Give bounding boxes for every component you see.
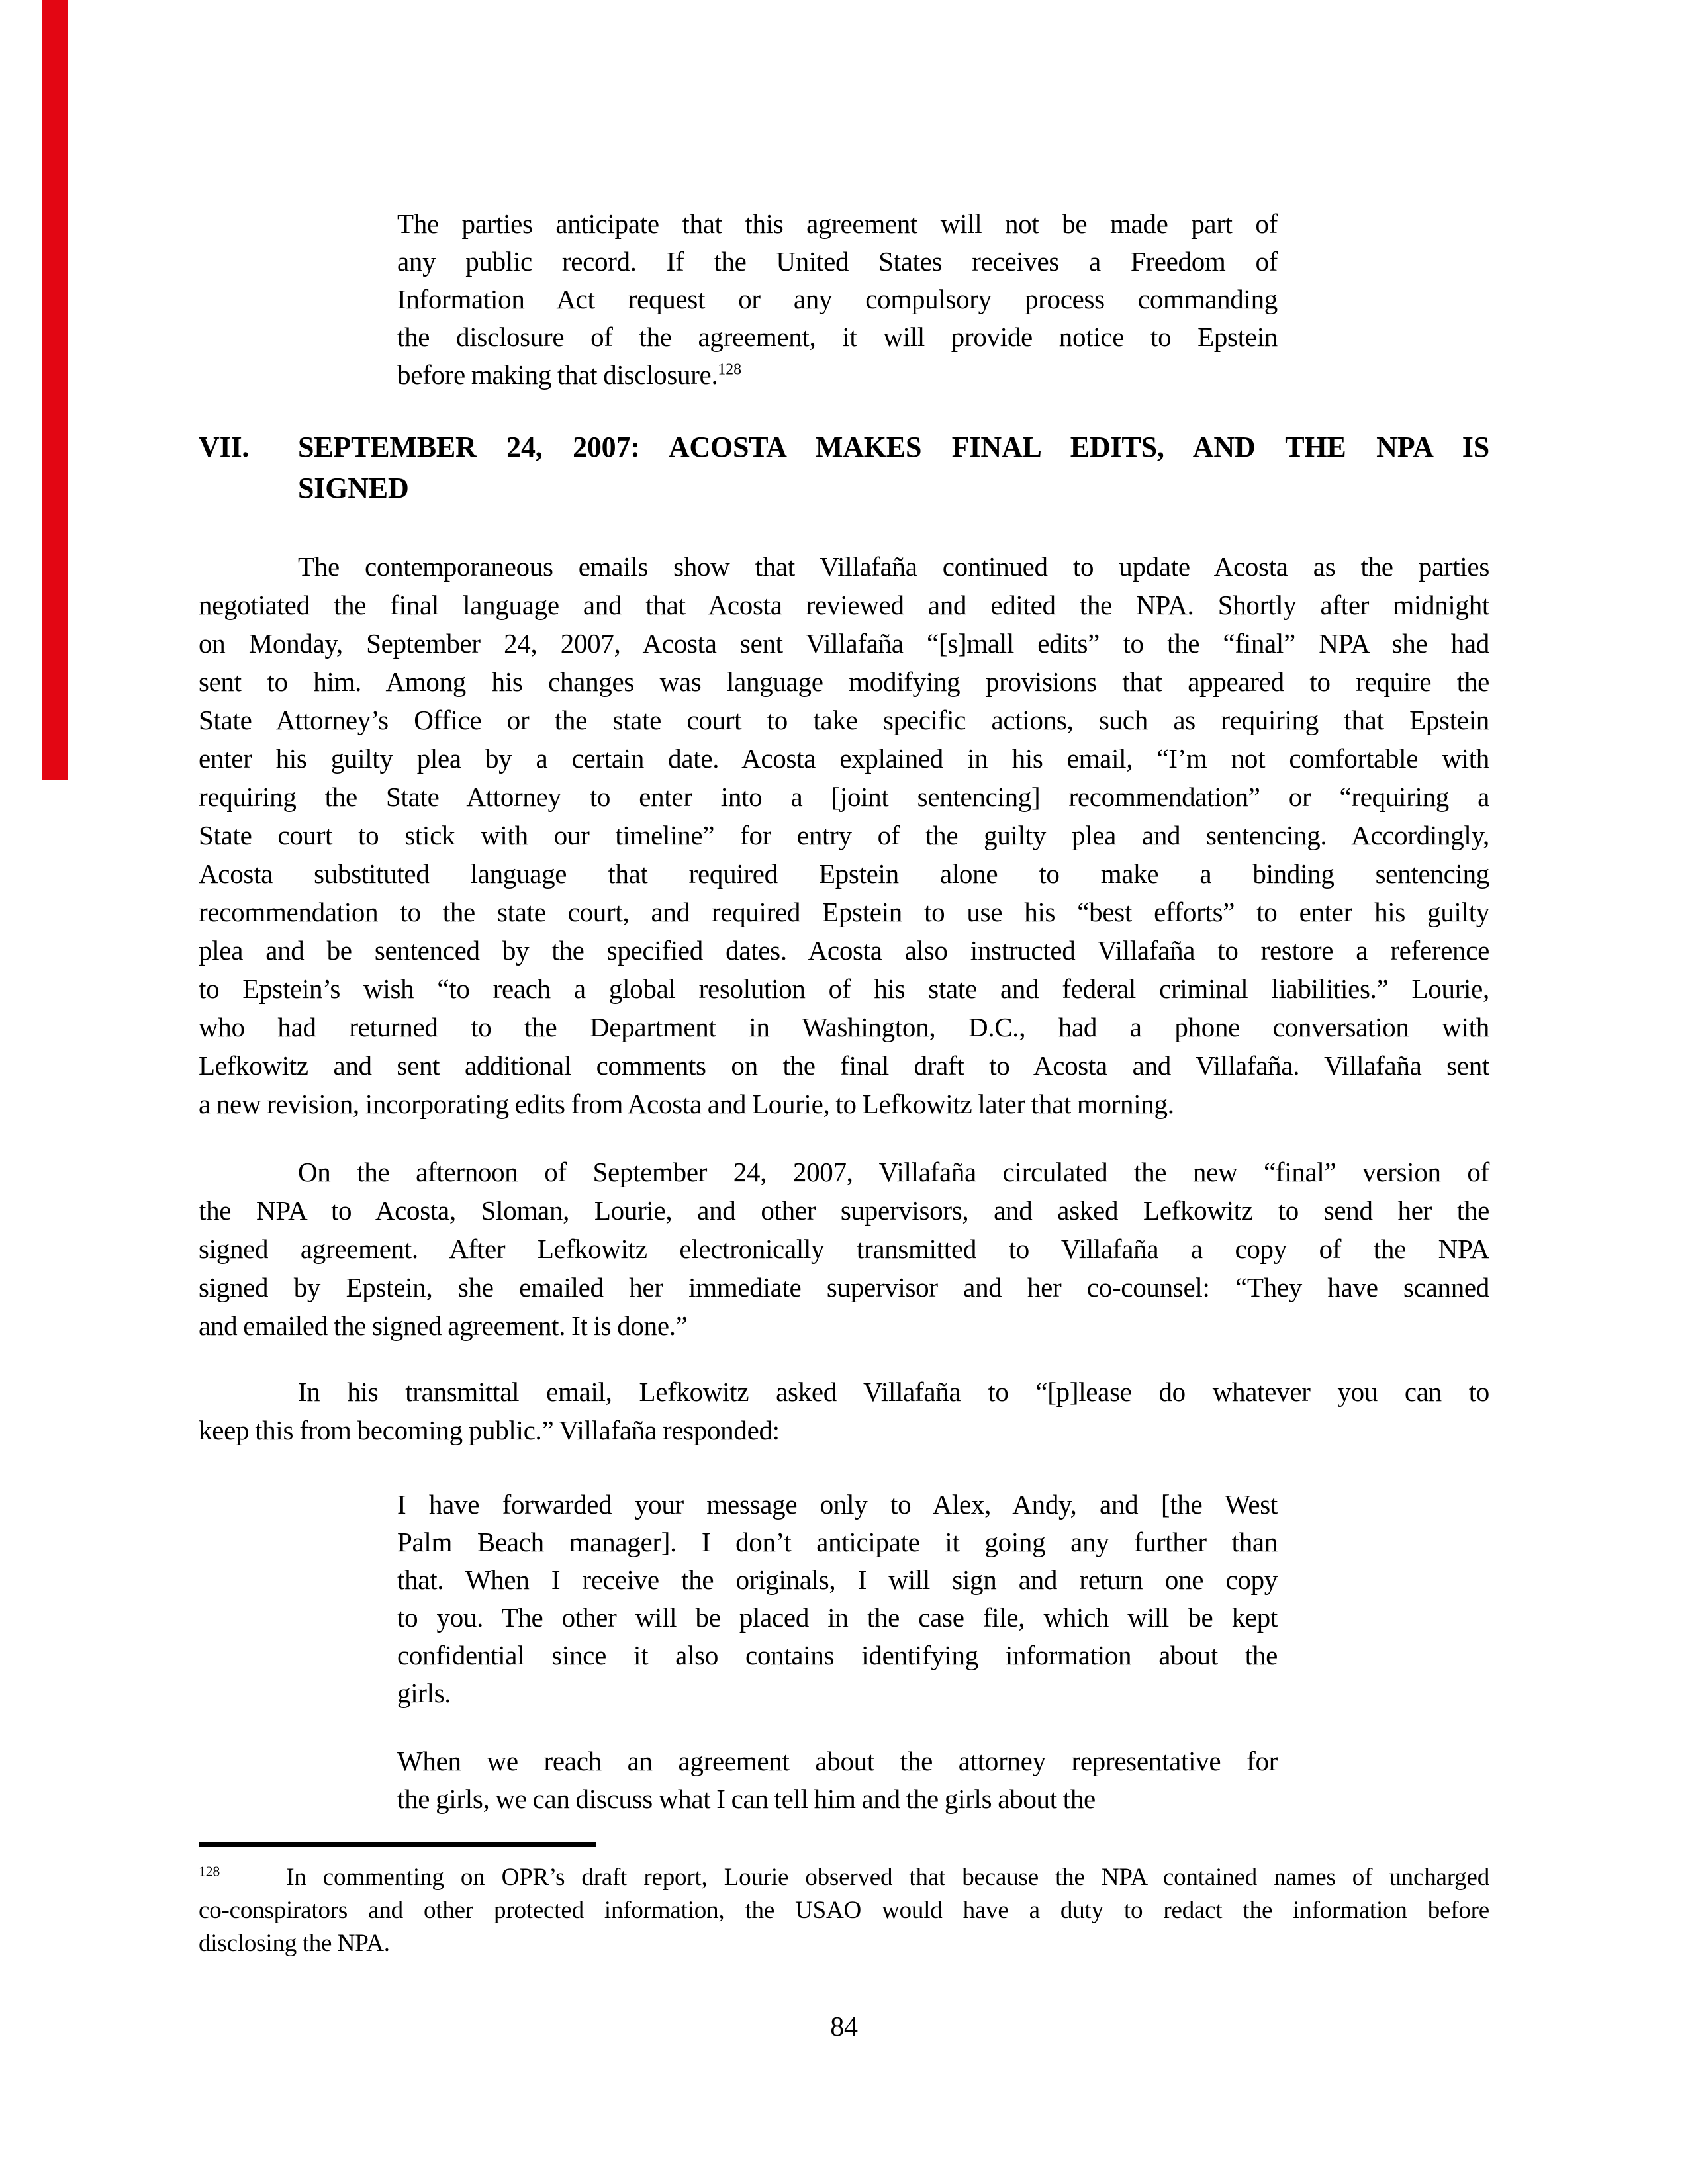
text-line: sent to him. Among his changes was language modifying provisions that appeared to require the <box>199 666 1489 697</box>
response-quote-block <box>397 1486 1278 1818</box>
text-line: keep this from becoming public.” Villafaña responded: <box>199 1415 780 1445</box>
paragraph-3 <box>199 1373 1489 1449</box>
npa-quote-block <box>397 205 1278 394</box>
text-line: plea and be sentenced by the specified dates. Acosta also instructed Villafaña to restore a reference <box>199 935 1489 966</box>
text-line: signed by Epstein, she emailed her immediate supervisor and her co-counsel: “They have scanned <box>199 1272 1489 1302</box>
footnote <box>199 1861 1489 1960</box>
text-line: When we reach an agreement about the attorney representative for <box>397 1746 1278 1776</box>
paragraph-2 <box>199 1153 1489 1345</box>
text-line: the girls, we can discuss what I can tell him and the girls about the <box>397 1784 1096 1814</box>
text-line: disclosing the NPA. <box>199 1930 390 1957</box>
text-line: Lefkowitz and sent additional comments on the final draft to Acosta and Villafaña. Villafaña sent <box>199 1050 1489 1081</box>
text-line: The parties anticipate that this agreement will not be made part of <box>397 208 1278 239</box>
text-line: the disclosure of the agreement, it will provide notice to Epstein <box>397 322 1278 352</box>
text-line: negotiated the final language and that Acosta reviewed and edited the NPA. Shortly after midnight <box>199 590 1489 620</box>
text-line: on Monday, September 24, 2007, Acosta sent Villafaña “[s]mall edits” to the “final” NPA she had <box>199 628 1489 659</box>
section-title <box>298 427 1489 509</box>
text-line: signed agreement. After Lefkowitz electronically transmitted to Villafaña a copy of the NPA <box>199 1234 1489 1264</box>
footnote-marker-128: 128 <box>199 1863 220 1880</box>
text-line: who had returned to the Department in Washington, D.C., had a phone conversation with <box>199 1012 1489 1042</box>
response-quote-paragraph-2 <box>397 1743 1278 1818</box>
text-line: that. When I receive the originals, I will sign and return one copy <box>397 1565 1278 1595</box>
section-number: VII. <box>199 431 250 463</box>
text-line: requiring the State Attorney to enter into a [joint sentencing] recommendation” or “requiring a <box>199 782 1489 812</box>
text-line: State court to stick with our timeline” for entry of the guilty plea and sentencing. Accordingly, <box>199 820 1489 850</box>
text-line: On the afternoon of September 24, 2007, Villafaña circulated the new “final” version of <box>298 1157 1489 1187</box>
text-line: The contemporaneous emails show that Villafaña continued to update Acosta as the parties <box>298 551 1489 582</box>
text-line: enter his guilty plea by a certain date. Acosta explained in his email, “I’m not comfortable with <box>199 743 1489 774</box>
footnote-separator-rule <box>199 1842 596 1847</box>
text-line: State Attorney’s Office or the state court to take specific actions, such as requiring that Epstein <box>199 705 1489 735</box>
section-heading <box>199 427 1489 509</box>
text-line: girls. <box>397 1678 451 1708</box>
text-line: any public record. If the United States receives a Freedom of <box>397 246 1278 277</box>
footnote-ref-128: 128 <box>718 361 742 379</box>
response-quote-paragraph-1 <box>397 1486 1278 1712</box>
text-line: to Epstein’s wish “to reach a global resolution of his state and federal criminal liabilities.” Lourie, <box>199 974 1489 1004</box>
text-line: Palm Beach manager]. I don’t anticipate it going any further than <box>397 1527 1278 1557</box>
paragraph-1 <box>199 547 1489 1123</box>
text-line: to you. The other will be placed in the case file, which will be kept <box>397 1602 1278 1633</box>
text-line: In his transmittal email, Lefkowitz asked Villafaña to “[p]lease do whatever you can to <box>298 1377 1489 1407</box>
text-line: I have forwarded your message only to Alex, Andy, and [the West <box>397 1489 1278 1520</box>
text-line: co-conspirators and other protected information, the USAO would have a duty to redact the information before <box>199 1897 1489 1924</box>
text-line: the NPA to Acosta, Sloman, Lourie, and other supervisors, and asked Lefkowitz to send her the <box>199 1195 1489 1226</box>
text-line: $^{128}$ In commenting on OPR’s draft report, Lourie observed that because the NPA contained names of uncharged <box>199 1863 1489 1891</box>
text-line: recommendation to the state court, and required Epstein to use his “best efforts” to enter his guilty <box>199 897 1489 927</box>
text-line: a new revision, incorporating edits from Acosta and Lourie, to Lefkowitz later that morning. <box>199 1089 1174 1119</box>
text-line: confidential since it also contains identifying information about the <box>397 1640 1278 1670</box>
text-line: and emailed the signed agreement. It is done.” <box>199 1310 688 1341</box>
text-line: Acosta substituted language that required Epstein alone to make a binding sentencing <box>199 858 1489 889</box>
text-line: SEPTEMBER 24, 2007: ACOSTA MAKES FINAL EDITS, AND THE NPA IS <box>298 431 1489 463</box>
page-number: 84 <box>830 2012 858 2042</box>
text-line: Information Act request or any compulsory process commanding <box>397 284 1278 314</box>
text-line: SIGNED <box>298 472 409 504</box>
red-margin-bar <box>42 0 68 780</box>
text-line: before making that disclosure.$^{128}$ <box>397 359 742 390</box>
